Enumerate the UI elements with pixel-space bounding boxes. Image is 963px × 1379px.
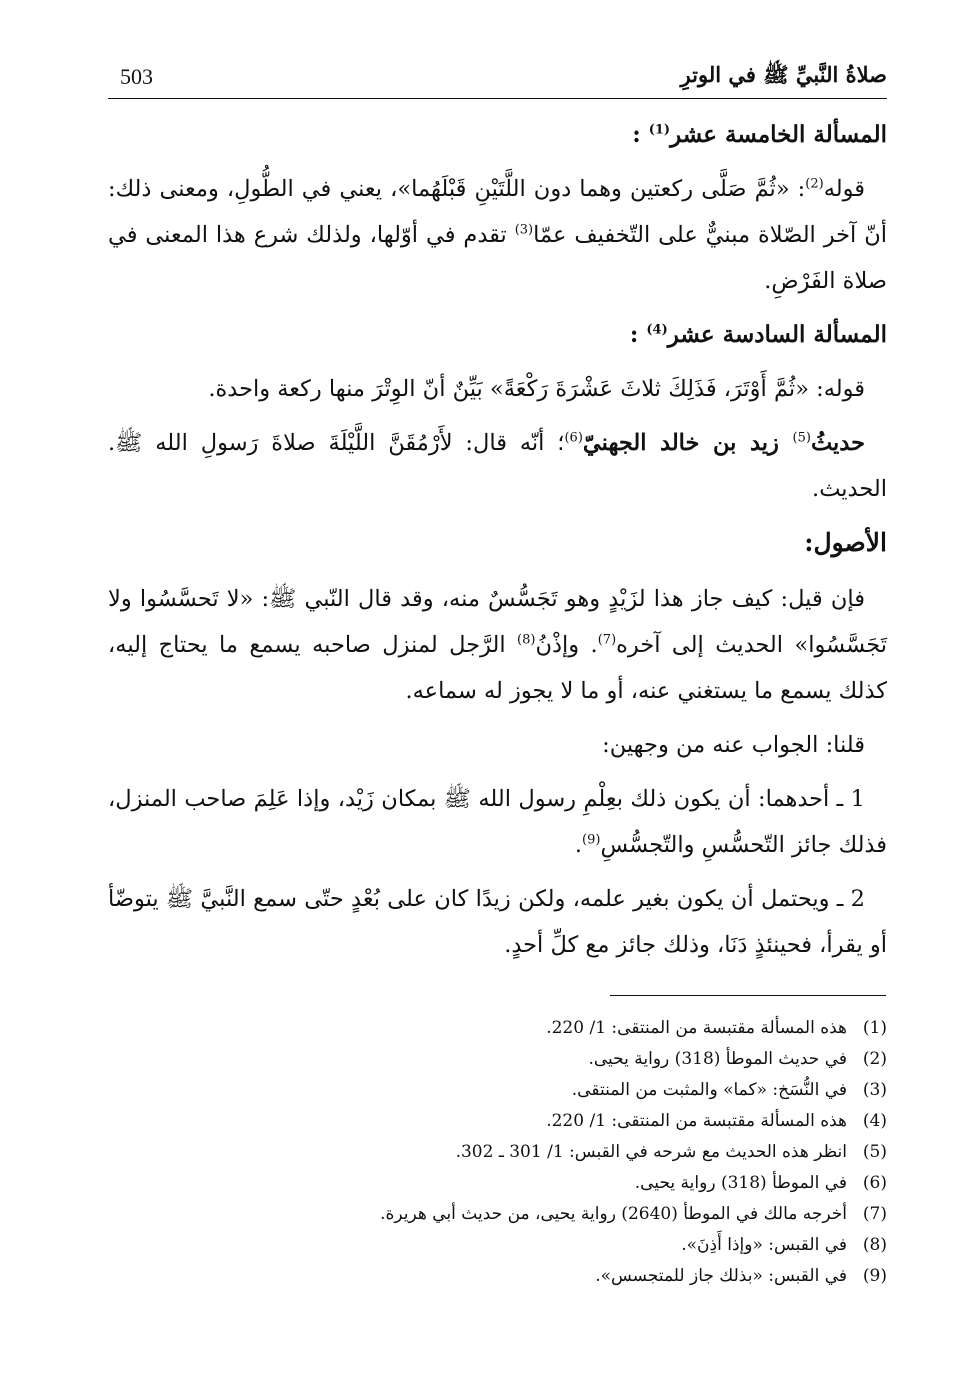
footnote-item: (4)هذه المسألة مقتبسة من المنتقى: 1/ 220. — [546, 1111, 887, 1131]
paragraph-hadith: حديثُ$^{(5)}$ زيد بن خالد الجهنيّ$^{(6)}$؛ أنّه قال: لأَرْمُقَنَّ اللَّيْلَةَ صلاةَ رَسولِ الله ﷺ. الحديث. — [108, 430, 887, 502]
narrator-name: زيد بن خالد الجهنيّ — [582, 430, 793, 456]
main-text — [108, 112, 887, 976]
footnote-ref: (4) — [646, 322, 668, 338]
footnotes — [287, 1013, 887, 1292]
footnote-item: (2)في حديث الموطأ (318) رواية يحيى. — [588, 1049, 887, 1069]
footnote-ref: (7) — [597, 632, 617, 648]
footnote-item: (7)أخرجه مالك في الموطأ (2640) رواية يحيى، من حديث أبي هريرة. — [380, 1204, 887, 1224]
heading-question-15: المسألة الخامسة عشر$^{(1)}$ : — [632, 121, 887, 148]
footnote-item: (1)هذه المسألة مقتبسة من المنتقى: 1/ 220. — [546, 1018, 887, 1038]
footnote-ref: (2) — [805, 176, 824, 192]
footnote-item: (8)في القبس: «وإذا أَذِنَ». — [681, 1235, 887, 1255]
heading-question-16: المسألة السادسة عشر$^{(4)}$ : — [629, 321, 887, 348]
footnote-ref: (5) — [792, 430, 811, 446]
paragraph-answer-2: 2 ـ ويحتمل أن يكون بغير علمه، ولكن زيدًا كان على بُعْدٍ حتّى سمع النَّبيَّ ﷺ يتوضّأ أو يقرأ، فحينئذٍ دَنَا، وذلك جائز مع كلِّ أحدٍ. — [108, 886, 887, 958]
footnote-ref: (6) — [564, 430, 583, 446]
footnote-ref: (9) — [582, 832, 601, 848]
footnote-separator — [610, 995, 886, 996]
footnote-ref: (3) — [514, 222, 534, 238]
paragraph-answer-intro: قلنا: الجواب عنه من وجهين: — [602, 732, 865, 758]
paragraph-q16: قوله: «ثُمَّ أَوْتَرَ، فَذَلِكَ ثلاثَ عَشْرَةَ رَكْعَةً» بَيِّنٌ أنّ الوِتْرَ منها ركعة واحدة. — [208, 376, 865, 402]
footnote-ref: (1) — [648, 122, 671, 138]
page-number: 503 — [120, 64, 153, 89]
paragraph-objection: فإن قيل: كيف جاز هذا لزَيْدٍ وهو تَجَسُّسٌ منه، وقد قال النّبي ﷺ: «لا تَحسَّسُوا ولا تَجَسَّسُوا» الحديث إلى آخره$^{(7)}$. وإذْنُ$^{(8)}$ الرَّجل لمنزل صاحبه يسمع ما يحتاج إليه، كذلك يسمع ما يستغني عنه، أو ما لا يجوز له سماعه. — [108, 586, 888, 704]
footnote-item: (5)انظر هذه الحديث مع شرحه في القبس: 1/ 301 ـ 302. — [455, 1142, 887, 1162]
footnote-item: (3)في النُّسَخ: «كما» والمثبت من المنتقى. — [571, 1080, 887, 1100]
section-title-usul: الأصول: — [804, 528, 887, 557]
paragraph-answer-1: 1 ـ أحدهما: أن يكون ذلك بعِلْمِ رسول الله ﷺ بمكان زَيْد، وإذا عَلِمَ صاحب المنزل، فذلك جائز التّحسُّسِ والتّجسُّسِ$^{(9)}$. — [108, 786, 887, 858]
footnote-item: (6)في الموطأ (318) رواية يحيى. — [634, 1173, 887, 1193]
page-header — [108, 58, 887, 99]
footnote-ref: (8) — [517, 632, 536, 648]
footnote-item: (9)في القبس: «بذلك جاز للمتجسس». — [595, 1266, 887, 1286]
running-title: صلاةُ النَّبيِّ ﷺ في الوترِ — [680, 62, 887, 87]
paragraph-q15: قوله$^{(2)}$: «ثُمَّ صَلَّى ركعتين وهما دون اللَّتَيْنِ قَبْلَهُما»، يعني في الطُّولِ، ومعنى ذلك: أنّ آخر الصّلاة مبنيٌّ على التّخفيف عمّا$^{(3)}$ تقدم في أوّلها، ولذلك شرع هذا المعنى في صلاة الفَرْضِ. — [108, 176, 887, 294]
